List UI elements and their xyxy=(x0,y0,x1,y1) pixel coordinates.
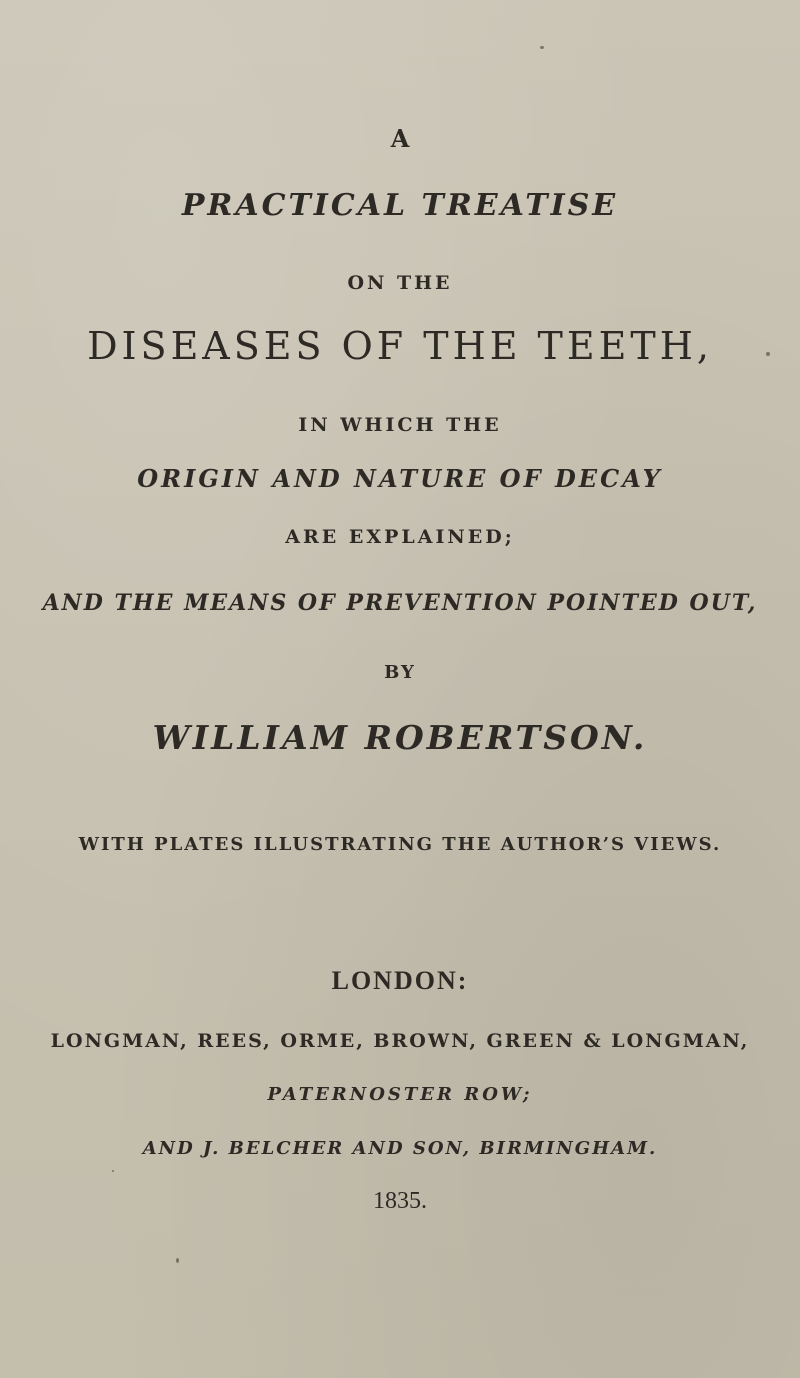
title-article: A xyxy=(390,124,410,153)
subtitle-means: AND THE MEANS OF PREVENTION POINTED OUT, xyxy=(42,590,758,616)
paper-speck xyxy=(766,352,770,356)
book-subject: DISEASES OF THE TEETH, xyxy=(87,324,713,368)
subtitle-are-explained: ARE EXPLAINED; xyxy=(285,526,515,548)
subtitle-origin: ORIGIN AND NATURE OF DECAY xyxy=(137,464,663,493)
plates-note: WITH PLATES ILLUSTRATING THE AUTHOR’S VIEWS. xyxy=(78,834,722,855)
imprint-city: LONDON: xyxy=(331,966,469,995)
publication-year: 1835. xyxy=(373,1188,427,1214)
co-publisher: AND J. BELCHER AND SON, BIRMINGHAM. xyxy=(142,1138,658,1159)
publishers: LONGMAN, REES, ORME, BROWN, GREEN & LONGMAN, xyxy=(50,1030,750,1052)
subtitle-in-which: IN WHICH THE xyxy=(298,414,502,436)
by-line: BY xyxy=(384,662,416,683)
author-name: WILLIAM ROBERTSON. xyxy=(152,718,648,757)
title-connector-on-the: ON THE xyxy=(347,272,453,294)
publisher-address: PATERNOSTER ROW; xyxy=(267,1084,533,1105)
paper-speck xyxy=(540,46,544,49)
paper-speck xyxy=(112,1170,114,1172)
book-title: PRACTICAL TREATISE xyxy=(181,188,619,223)
paper-speck xyxy=(176,1258,179,1263)
